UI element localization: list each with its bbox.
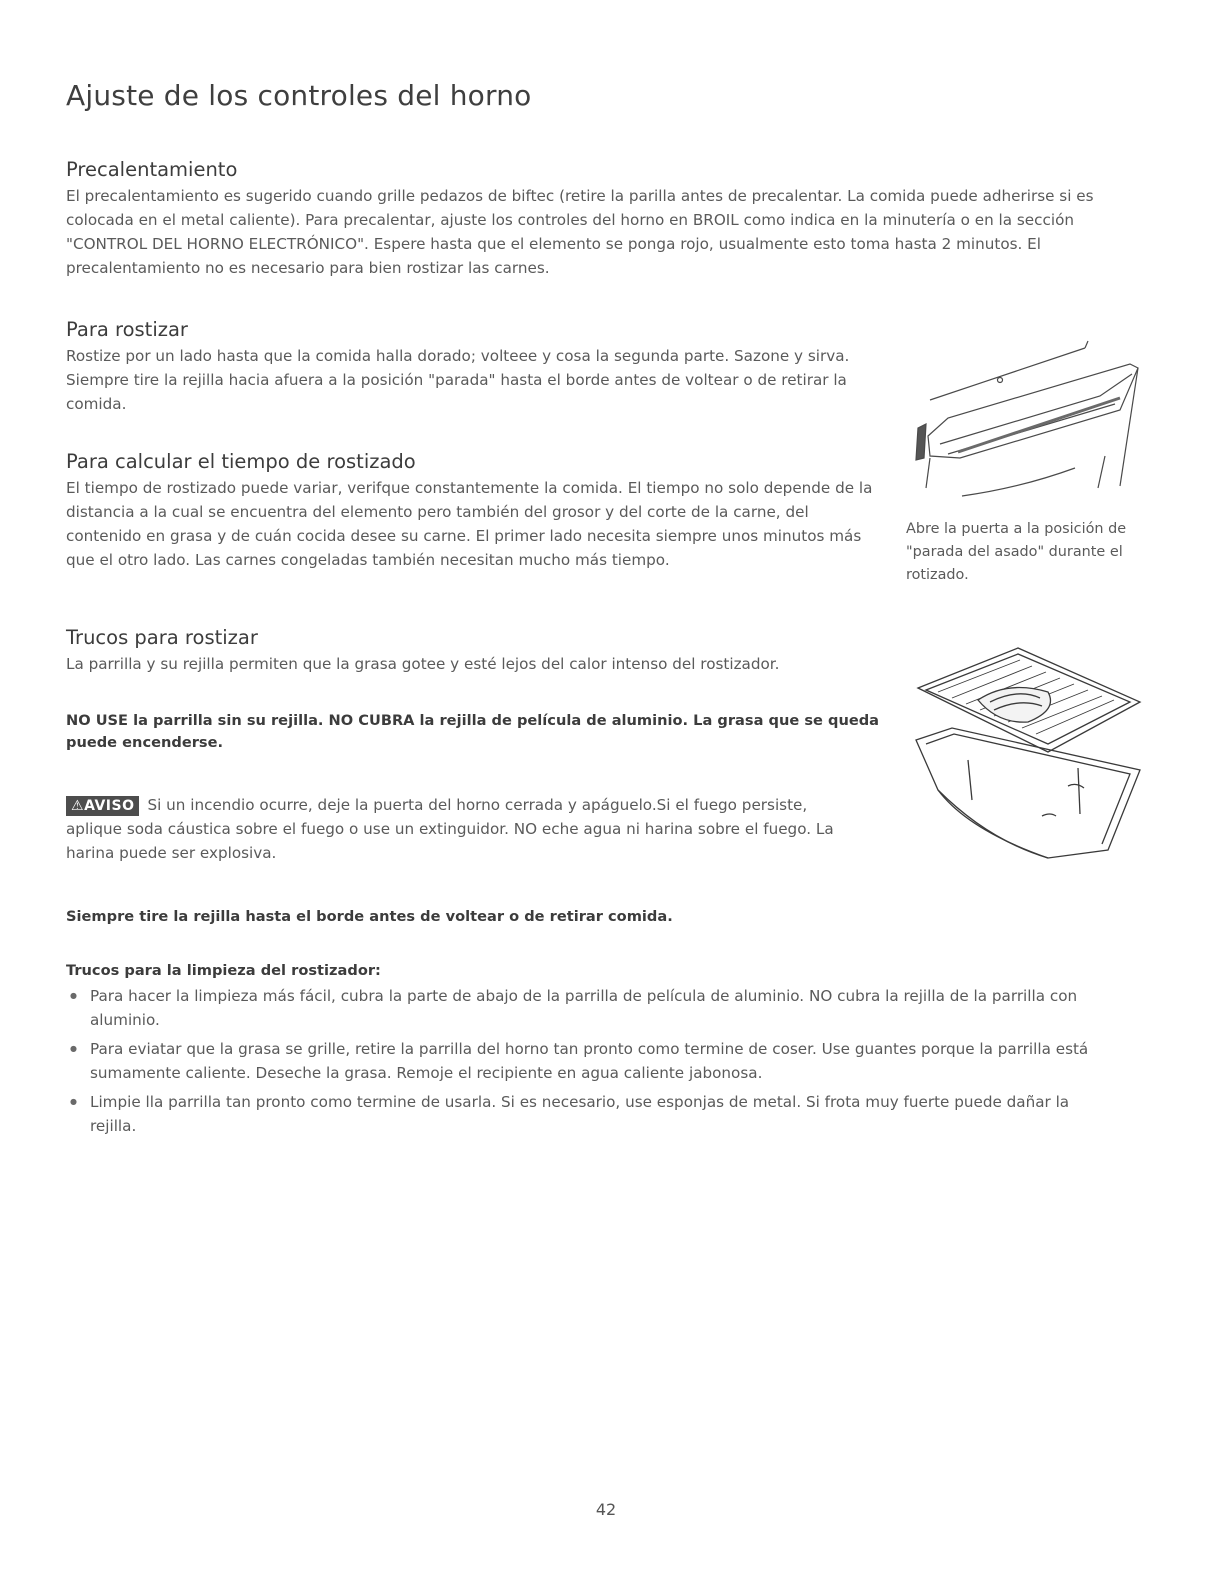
always-pull-note: Siempre tire la rejilla hasta el borde antes de voltear o de retirar comida. <box>66 908 673 925</box>
broil-tips-text: La parrilla y su rejilla permiten que la grasa gotee y esté lejos del calor intenso del rostizador. <box>66 655 780 673</box>
cleaning-heading: Trucos para la limpieza del rostizador: <box>66 962 381 979</box>
preheat-text: El precalentamiento es sugerido cuando grille pedazos de biftec (retire la parilla antes de precalentar. La comida puede adherirse si es colocada en el metal caliente). Para precalentar, ajuste los controles del horno en BROIL como indica en la minutería o en la sección "CONTROL DEL HORNO ELECTRÓNICO". Espere hasta que el elemento se ponga rojo, usualmente esto toma hasta 2 minutos. El precalentamiento no es necesario para bien rostizar las carnes. <box>66 187 1094 277</box>
broil-tips-heading: Trucos para rostizar <box>66 626 258 649</box>
door-figure-caption: Abre la puerta a la posición de "parada del asado" durante el rotizado. <box>906 521 1127 583</box>
broiler-pan-figure <box>908 640 1148 870</box>
list-item: ● Para hacer la limpieza más fácil, cubra la parte de abajo de la parrilla de película de aluminio. NO cubra la rejilla de la parrilla con aluminio. <box>66 984 1116 1032</box>
oven-door-icon <box>900 338 1150 508</box>
page-number: 42 <box>595 1500 617 1519</box>
cleaning-list <box>66 984 1116 1143</box>
aviso-block <box>66 793 866 865</box>
warning-triangle-icon: ⚠ <box>71 798 85 814</box>
aviso-badge <box>66 796 139 816</box>
broil-time-heading: Para calcular el tiempo de rostizado <box>66 450 416 473</box>
foil-warning: NO USE la parrilla sin su rejilla. NO CUBRA la rejilla de película de aluminio. La grasa que se queda puede encenderse. <box>66 712 880 751</box>
aviso-text: Si un incendio ocurre, deje la puerta del horno cerrada y apáguelo.Si el fuego persiste, aplique soda cáustica sobre el fuego o use un extinguidor. NO eche agua ni harina sobre el fuego. La harina puede ser explosiva. <box>66 796 834 862</box>
broil-time-text: El tiempo de rostizado puede variar, verifque constantemente la comida. El tiempo no solo depende de la distancia a la cual se encuentra del elemento pero también del grosor y del corte de la carne, del contenido en grasa y de cuán cocida desee su carne. El primer lado necesita siempre unos minutos más que el otro lado. Las carnes congeladas también necesitan mucho más tiempo. <box>66 479 873 569</box>
list-item: ● Limpie lla parrilla tan pronto como termine de usarla. Si es necesario, use esponjas de metal. Si frota muy fuerte puede dañar la rejilla. <box>66 1090 1116 1138</box>
list-item: ● Para eviatar que la grasa se grille, retire la parrilla del horno tan pronto como termine de coser. Use guantes porque la parrilla está sumamente caliente. Deseche la grasa. Remoje el recipiente en agua caliente jabonosa. <box>66 1037 1116 1085</box>
preheat-heading: Precalentamiento <box>66 158 238 181</box>
page-title: Ajuste de los controles del horno <box>66 78 532 112</box>
aviso-label: AVISO <box>84 798 135 814</box>
oven-door-figure <box>900 338 1150 508</box>
broil-heading: Para rostizar <box>66 318 188 341</box>
broiler-pan-icon <box>908 640 1148 870</box>
broil-text: Rostize por un lado hasta que la comida halla dorado; volteee y cosa la segunda parte. Sazone y sirva. Siempre tire la rejilla hacia afuera a la posición "parada" hasta el borde antes de voltear o de retirar la comida. <box>66 347 850 413</box>
